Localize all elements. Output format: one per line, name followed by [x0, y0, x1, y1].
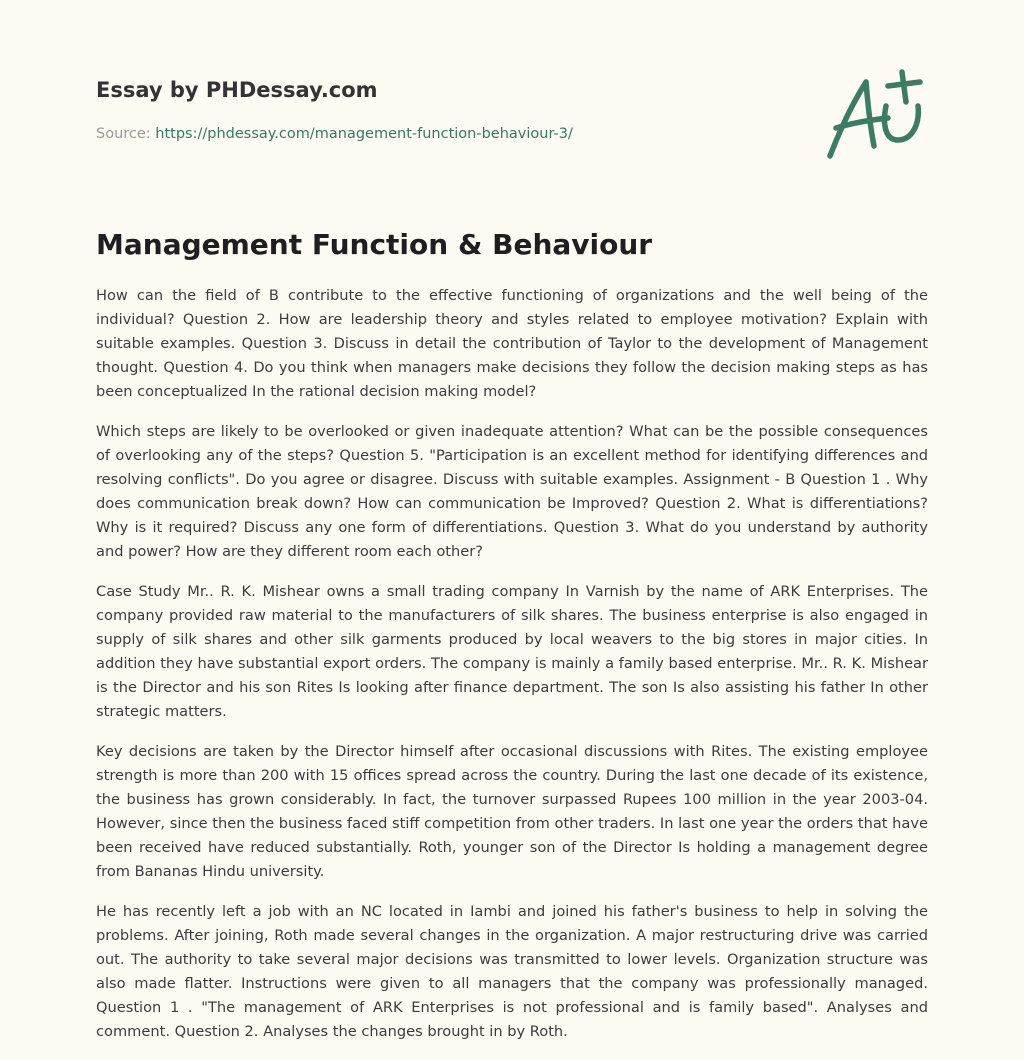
essay-paragraph: He has recently left a job with an NC located in Iambi and joined his father's business to help in solving the problems. After joining, Roth made several changes in the organization. A major restructuring drive was carried out. The authority to take several major decisions was transmitted to lower levels. Organization structure was also made flatter. Instructions were given to all managers that the company was professionally managed. Question 1 . "The management of ARK Enterprises is not professional and is family based". Analyses and comment. Question 2. Analyses the changes brought in by Roth.	[96, 903, 928, 1040]
essay-body	[96, 284, 928, 1060]
essay-header	[96, 76, 796, 144]
brand-title: Essay by PHDessay.com	[96, 78, 378, 102]
essay-title: Management Function & Behaviour	[96, 228, 653, 261]
source-line	[96, 124, 796, 144]
essay-paragraph: Which steps are likely to be overlooked or given inadequate attention? What can be the possible consequences of overlooking any of the steps? Question 5. "Participation is an excellent method for identifying differences and resolving conflicts". Do you agree or disagree. Discuss with suitable examples. Assignment - B Question 1 . Why does communication break down? How can communication be Improved? Question 2. What is differentiations? Why is it required? Discuss any one form of differentiations. Question 3. What do you understand by authority and power? How are they different room each other?	[96, 423, 928, 560]
essay-paragraph: How can the field of B contribute to the effective functioning of organizations and the well being of the individual? Question 2. How are leadership theory and styles related to employee motivation? Explain with suitable examples. Question 3. Discuss in detail the contribution of Taylor to the development of Management thought. Question 4. Do you think when managers make decisions they follow the decision making steps as has been conceptualized In the rational decision making model?	[96, 287, 928, 400]
a-plus-logo-icon	[822, 68, 926, 164]
source-link[interactable]: https://phdessay.com/management-function-behaviour-3/	[155, 126, 573, 142]
essay-paragraph: Case Study Mr.. R. K. Mishear owns a small trading company In Varnish by the name of ARK Enterprises. The company provided raw material to the manufacturers of silk shares. The business enterprise is also engaged in supply of silk shares and other silk garments produced by local weavers to the big stores in major cities. In addition they have substantial export orders. The company is mainly a family based enterprise. Mr.. R. K. Mishear is the Director and his son Rites Is looking after finance department. The son Is also assisting his father In other strategic matters.	[96, 583, 928, 720]
essay-paragraph: Key decisions are taken by the Director himself after occasional discussions with Rites. The existing employee strength is more than 200 with 15 offices spread across the country. During the last one decade of its existence, the business has grown considerably. In fact, the turnover surpassed Rupees 100 million in the year 2003-04. However, since then the business faced stiff competition from other traders. In last one year the orders that have been received have reduced substantially. Roth, younger son of the Director Is holding a management degree from Bananas Hindu university.	[96, 743, 928, 880]
source-label: Source:	[96, 126, 156, 142]
